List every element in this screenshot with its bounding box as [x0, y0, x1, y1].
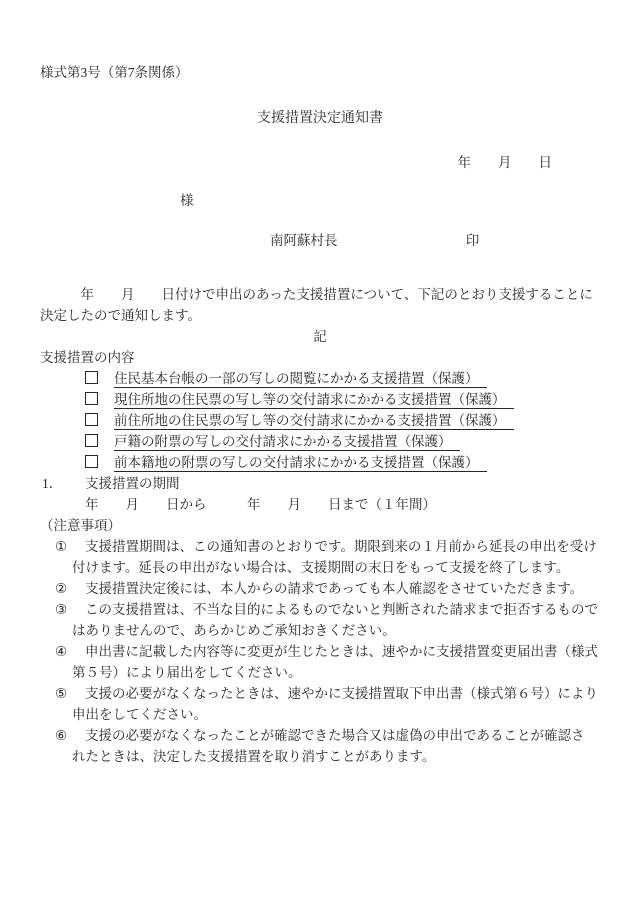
note-text: 支援の必要がなくなったことが確認できた場合又は虚偽の申出であることが確認さ: [85, 728, 585, 743]
note-text: れたときは、決定した支援措置を取り消すことがあります。: [72, 749, 436, 764]
note-number: ⑤: [55, 686, 68, 701]
section-number: 1．: [42, 476, 63, 491]
note-number: ③: [55, 602, 68, 617]
note-text: 申出をしてください。: [72, 707, 207, 722]
note-item: [40, 683, 600, 725]
addressee-suffix: 様: [180, 193, 194, 208]
issuer-name: 南阿蘇村長: [270, 233, 338, 248]
note-text: 支援の必要がなくなったときは、速やかに支援措置取下申出書（様式第６号）により: [85, 686, 598, 701]
measure-item: [85, 389, 600, 410]
body-paragraph: [40, 284, 600, 326]
measure-label: 前本籍地の附票の写しの交付請求にかかる支援措置（保護）: [114, 455, 487, 472]
measure-label: 前住所地の住民票の写し等の交付請求にかかる支援措置（保護）: [114, 413, 514, 430]
note-number: ④: [55, 644, 68, 659]
measures-heading: 支援措置の内容: [40, 350, 135, 365]
note-text: 第５号）により届出をしてください。: [72, 665, 302, 680]
form-number: 様式第3号（第7条関係）: [40, 65, 189, 80]
seal-placeholder: 印: [465, 233, 480, 248]
note-item: [40, 599, 600, 641]
measure-item: [85, 410, 600, 431]
note-item: [40, 536, 600, 578]
measure-label: 現住所地の住民票の写し等の交付請求にかかる支援措置（保護）: [114, 392, 514, 409]
notes-heading: （注意事項）: [40, 518, 121, 533]
checkbox-icon: [85, 371, 98, 384]
checkbox-icon: [85, 413, 98, 426]
note-number: ②: [55, 581, 68, 596]
measure-label: 住民基本台帳の一部の写しの閲覧にかかる支援措置（保護）: [114, 371, 487, 388]
note-text: はありませんので、あらかじめご承知おきください。: [72, 623, 396, 638]
checkbox-icon: [85, 455, 98, 468]
measure-item: [85, 368, 600, 389]
note-text: この支援措置は、不当な目的によるものでないと判断された請求まで拒否するもので: [85, 602, 598, 617]
note-number: ⑥: [55, 728, 68, 743]
note-item: [40, 641, 600, 683]
issue-date-blank: 年 月 日: [457, 155, 552, 170]
note-number: ①: [55, 539, 68, 554]
document-title: 支援措置決定通知書: [257, 111, 383, 126]
note-text: 申出書に記載した内容等に変更が生じたときは、速やかに支援措置変更届出書（様式: [85, 644, 598, 659]
record-marker: 記: [313, 329, 327, 344]
measure-label: 戸籍の附票の写しの交付請求にかかる支援措置（保護）: [114, 434, 460, 451]
note-text: 付けます。延長の申出がない場合は、支援期間の末日をもって支援を終了します。: [72, 560, 570, 575]
note-text: 支援措置期間は、この通知書のとおりです。期限到来の１月前から延長の申出を受け: [85, 539, 597, 554]
period-section-heading: [40, 473, 600, 494]
period-blank-line: 年 月 日から 年 月 日まで（１年間）: [85, 497, 436, 512]
note-text: 支援措置決定後には、本人からの請求であっても本人確認をさせていただきます。: [85, 581, 584, 596]
note-item: [40, 578, 600, 599]
note-item: [40, 725, 600, 767]
issuer-line: [270, 230, 600, 251]
measure-item: [85, 431, 600, 452]
checkbox-icon: [85, 392, 98, 405]
section-heading-text: 支援措置の期間: [85, 476, 180, 491]
checkbox-icon: [85, 434, 98, 447]
body-line: 決定したので通知します。: [40, 308, 201, 323]
body-line: 年 月 日付けで申出のあった支援措置について、下記のとおり支援することに: [40, 287, 593, 302]
measure-item: [85, 452, 600, 473]
